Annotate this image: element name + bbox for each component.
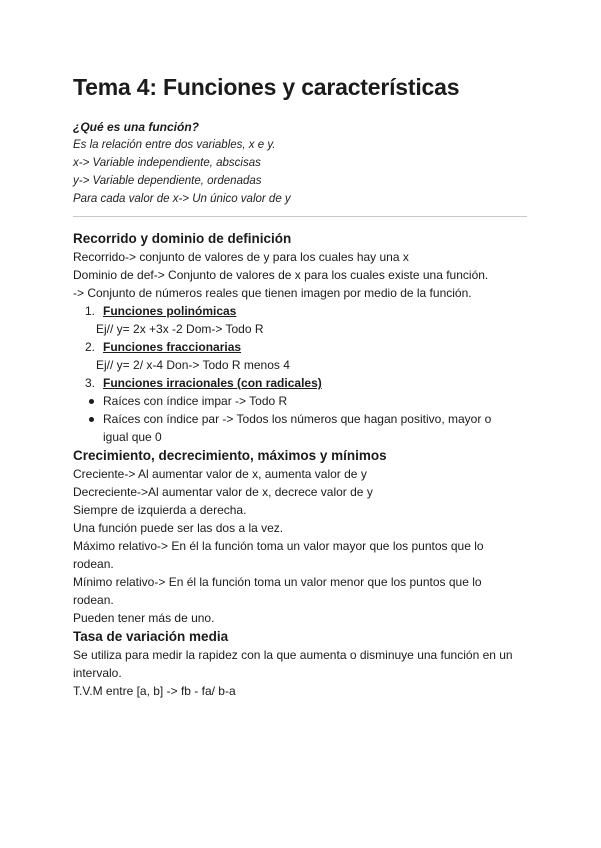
paragraph: Siempre de izquierda a derecha.: [73, 503, 247, 517]
paragraph: -> Conjunto de números reales que tienen imagen por medio de la función.: [73, 286, 472, 300]
paragraph: Se utiliza para medir la rapidez con la que aumenta o disminuye una función en un intervalo.: [73, 648, 513, 680]
intro-line: Para cada valor de x-> Un único valor de y: [73, 193, 291, 205]
main-content: [73, 229, 529, 700]
section-heading-tvm: Tasa de variación media: [73, 629, 229, 644]
paragraph: Una función puede ser las dos a la vez.: [73, 521, 284, 535]
bullet-item: [73, 392, 529, 410]
paragraph: Mínimo relativo-> En él la función toma un valor menor que los puntos que lo rodean.: [73, 575, 482, 607]
list-item: [73, 374, 529, 392]
bullet-item: [73, 410, 505, 446]
paragraph: Creciente-> Al aumentar valor de x, aumenta valor de y: [73, 467, 367, 481]
example-line: Ej// y= 2/ x-4 Don-> Todo R menos 4: [96, 358, 290, 372]
list-item-title: Funciones irracionales (con radicales): [103, 376, 322, 390]
list-number: 2.: [85, 340, 96, 354]
paragraph: Máximo relativo-> En él la función toma un valor mayor que los puntos que lo rodean.: [73, 539, 484, 571]
section-heading-crecimiento: Crecimiento, decrecimiento, máximos y mínimos: [73, 448, 387, 463]
section-heading-recorrido: Recorrido y dominio de definición: [73, 231, 292, 246]
bullet-icon: [89, 417, 94, 422]
example-line: Ej// y= 2x +3x -2 Dom-> Todo R: [96, 322, 264, 336]
list-item: [73, 338, 529, 356]
bullet-text: Raíces con índice par -> Todos los números que hagan positivo, mayor o igual que 0: [103, 412, 492, 444]
page-title: Tema 4: Funciones y características: [73, 74, 460, 100]
paragraph: Pueden tener más de uno.: [73, 611, 215, 625]
divider: [73, 216, 527, 217]
list-item-title: Funciones fraccionarias: [103, 340, 242, 354]
intro-line: y-> Variable dependiente, ordenadas: [73, 175, 262, 187]
intro-question: ¿Qué es una función?: [73, 120, 200, 134]
list-number: 3.: [85, 376, 96, 390]
intro-block: [73, 118, 529, 208]
intro-line: Es la relación entre dos variables, x e y.: [73, 139, 276, 151]
intro-line: x-> Variable independiente, abscisas: [73, 157, 261, 169]
paragraph: Recorrido-> conjunto de valores de y para los cuales hay una x: [73, 250, 409, 264]
paragraph: T.V.M entre [a, b] -> fb - fa/ b-a: [73, 684, 236, 698]
paragraph: Dominio de def-> Conjunto de valores de x para los cuales existe una función.: [73, 268, 489, 282]
bullet-icon: [89, 399, 94, 404]
list-number: 1.: [85, 304, 96, 318]
bullet-text: Raíces con índice impar -> Todo R: [103, 394, 288, 408]
paragraph: Decreciente->Al aumentar valor de x, decrece valor de y: [73, 485, 373, 499]
list-item-title: Funciones polinómicas: [103, 304, 237, 318]
list-item: [73, 302, 529, 320]
